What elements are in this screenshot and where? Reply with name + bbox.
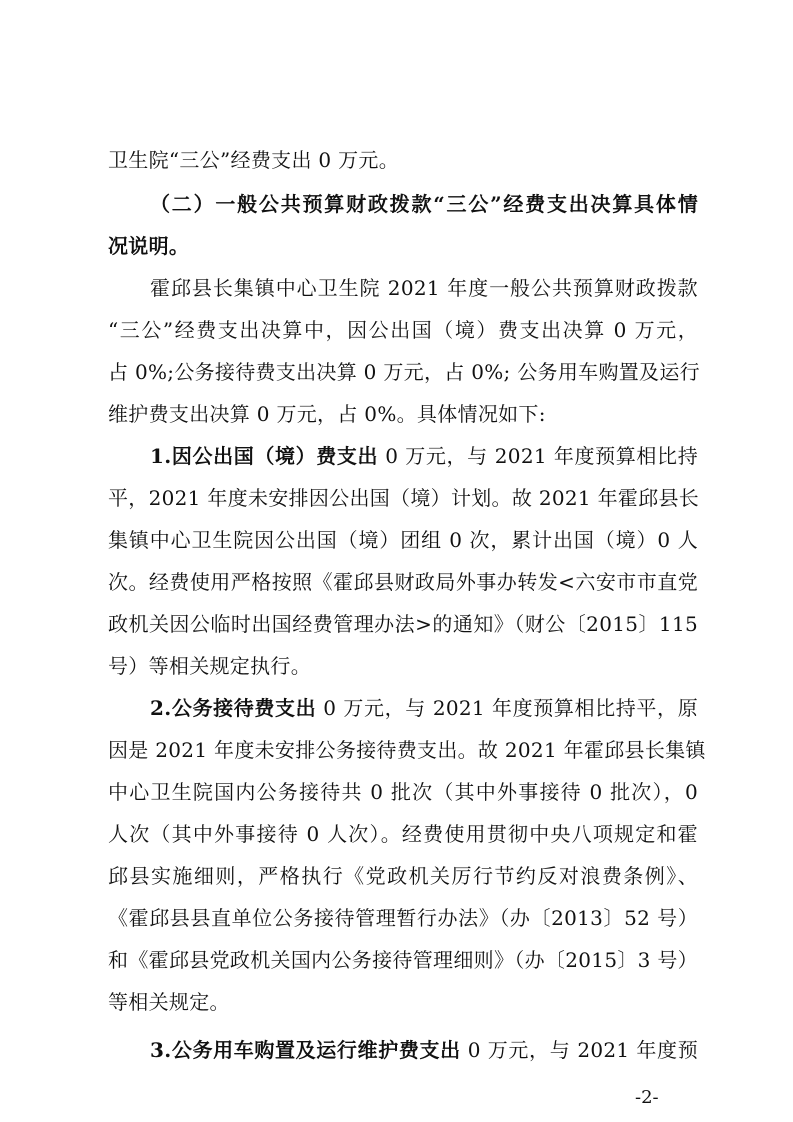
paragraph-line: 维护费支出决算 0 万元，占 0%。具体情况如下: [108, 402, 546, 426]
paragraph-line: 政机关因公临时出国经费管理办法>的通知》（财公〔2015〕115 [108, 612, 698, 636]
paragraph-line: 中心卫生院国内公务接待共 0 批次（其中外事接待 0 批次），0 [108, 780, 698, 804]
paragraph-line: 邱县实施细则，严格执行《党政机关厉行节约反对浪费条例》、 [108, 864, 698, 888]
paragraph-line: 因是 2021 年度未安排公务接待费支出。故 2021 年霍邱县长集镇 [108, 738, 706, 762]
page-number: -2- [635, 1087, 659, 1108]
paragraph-line: 3.公务用车购置及运行维护费支出 0 万元，与 2021 年度预 [150, 1038, 698, 1062]
paragraph-line: 占 0%;公务接待费支出决算 0 万元，占 0%; 公务用车购置及运行 [108, 360, 700, 384]
item-heading-2: 2.公务接待费支出 [150, 696, 317, 720]
paragraph-line: 号）等相关规定执行。 [108, 654, 311, 678]
paragraph-line: “三公”经费支出决算中，因公出国（境）费支出决算 0 万元， [108, 318, 698, 342]
paragraph-line: 《霍邱县县直单位公务接待管理暂行办法》（办〔2013〕52 号） [108, 906, 698, 930]
paragraph-line: 霍邱县长集镇中心卫生院 2021 年度一般公共预算财政拨款 [150, 276, 698, 300]
paragraph-line: 2.公务接待费支出 0 万元，与 2021 年度预算相比持平，原 [150, 696, 698, 720]
paragraph-line: 等相关规定。 [108, 990, 230, 1014]
section-heading: （二）一般公共预算财政拨款“三公”经费支出决算具体情 [150, 192, 698, 216]
paragraph-line: 平，2021 年度未安排因公出国（境）计划。故 2021 年霍邱县长 [108, 486, 700, 510]
paragraph-line: 人次（其中外事接待 0 人次）。经费使用贯彻中央八项规定和霍 [108, 822, 698, 846]
paragraph-line: 卫生院“三公”经费支出 0 万元。 [108, 148, 399, 172]
paragraph-line: 1.因公出国（境）费支出 0 万元，与 2021 年度预算相比持 [150, 444, 698, 468]
item-heading-1: 1.因公出国（境）费支出 [150, 444, 379, 468]
paragraph-line: 集镇中心卫生院因公出国（境）团组 0 次，累计出国（境）0 人 [108, 528, 698, 552]
item-heading-3: 3.公务用车购置及运行维护费支出 [150, 1038, 461, 1062]
paragraph-line: 次。经费使用严格按照《霍邱县财政局外事办转发<六安市市直党 [108, 570, 698, 594]
paragraph-line: 和《霍邱县党政机关国内公务接待管理细则》（办〔2015〕3 号） [108, 948, 698, 972]
section-heading-continued: 况说明。 [108, 234, 190, 258]
